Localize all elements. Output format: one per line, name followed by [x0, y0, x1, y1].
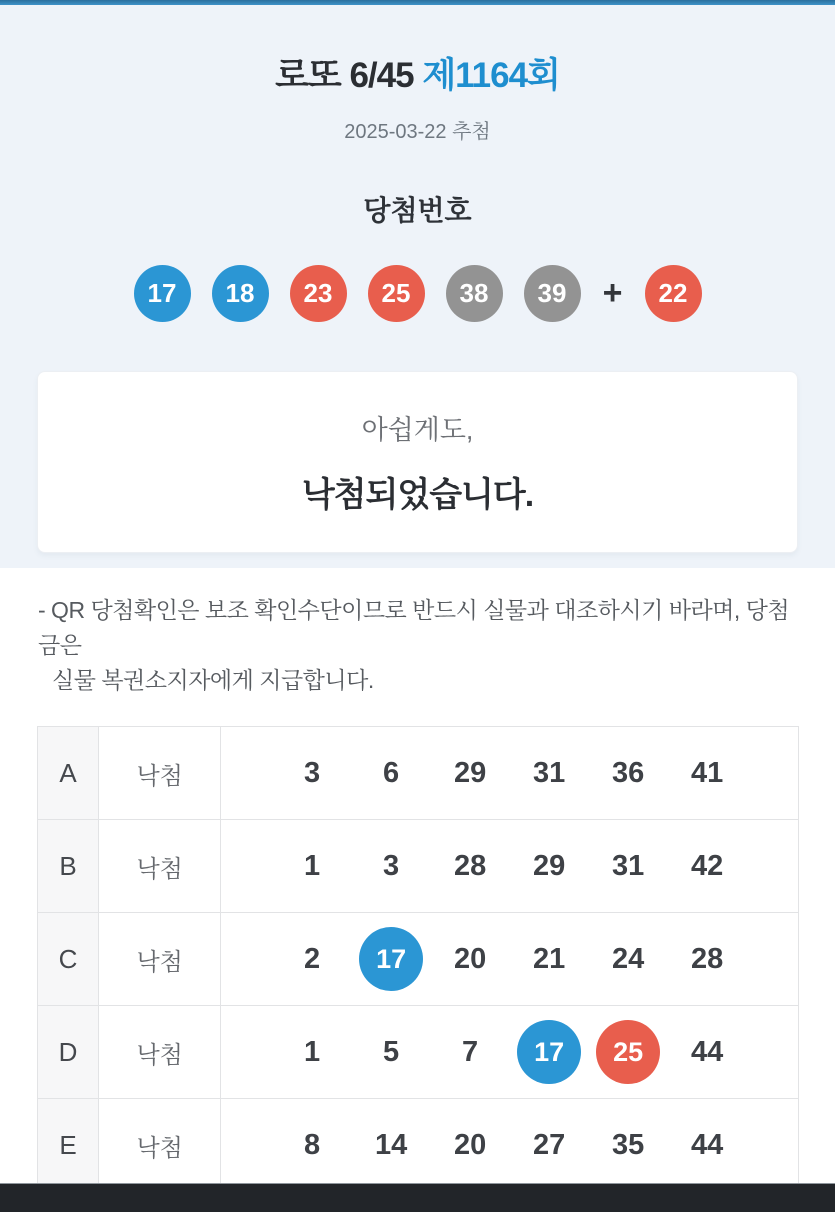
- game-row-A: [38, 727, 799, 820]
- game-row-B: [38, 820, 799, 913]
- game-row-C: [38, 913, 799, 1006]
- game-number: 31: [611, 849, 645, 882]
- result-card: [37, 371, 798, 553]
- game-number: 20: [453, 942, 487, 975]
- winning-ball-5: 38: [446, 265, 503, 322]
- game-number-matched: [352, 927, 431, 991]
- result-message-sub: 아쉽게도,: [361, 415, 474, 445]
- game-number: 1: [304, 849, 321, 882]
- game-number-matched: [589, 1020, 668, 1084]
- game-number: 35: [611, 1128, 645, 1161]
- bottom-system-bar: [0, 1183, 835, 1212]
- matched-number-circle: 25: [596, 1020, 660, 1084]
- game-numbers: [221, 727, 799, 820]
- game-status: 낙첨: [99, 1006, 221, 1099]
- game-status: 낙첨: [99, 1099, 221, 1192]
- notice-line-2: 실물 복권소지자에게 지급합니다.: [52, 667, 374, 693]
- ticket-detail-section: [0, 568, 835, 1183]
- game-number: 2: [304, 942, 321, 975]
- page-title-round: 제1164회: [422, 56, 560, 95]
- qr-check-notice: [0, 568, 835, 698]
- games-table: [37, 726, 799, 1192]
- winning-ball-4: 25: [368, 265, 425, 322]
- game-number: 36: [611, 756, 645, 789]
- game-number: 14: [374, 1128, 408, 1161]
- game-number: 28: [690, 942, 724, 975]
- matched-number-circle: 17: [517, 1020, 581, 1084]
- page-title-main: 로또 6/45: [275, 56, 414, 95]
- game-numbers: [221, 913, 799, 1006]
- game-numbers: [221, 820, 799, 913]
- game-label: B: [38, 820, 99, 913]
- matched-number-circle: 17: [359, 927, 423, 991]
- plus-sign: +: [602, 274, 623, 312]
- game-number: 41: [690, 756, 724, 789]
- game-number: 3: [304, 756, 321, 789]
- game-number: 44: [690, 1035, 724, 1068]
- draw-date: 2025-03-22 추첨: [344, 121, 491, 143]
- game-number: 27: [532, 1128, 566, 1161]
- game-number: 7: [462, 1035, 479, 1068]
- winning-numbers-label: 당첨번호: [363, 195, 472, 226]
- game-number: 21: [532, 942, 566, 975]
- winning-ball-2: 18: [212, 265, 269, 322]
- game-status: 낙첨: [99, 820, 221, 913]
- game-status: 낙첨: [99, 913, 221, 1006]
- game-number: 3: [383, 849, 400, 882]
- bonus-ball: 22: [645, 265, 702, 322]
- game-status: 낙첨: [99, 727, 221, 820]
- result-message-main: 낙첨되었습니다.: [301, 476, 534, 514]
- notice-line-1: - QR 당첨확인은 보조 확인수단이므로 반드시 실물과 대조하시기 바라며, 당첨금은: [38, 597, 790, 658]
- game-number: 44: [690, 1128, 724, 1161]
- game-row-D: [38, 1006, 799, 1099]
- game-label: C: [38, 913, 99, 1006]
- game-number: 1: [304, 1035, 321, 1068]
- game-number: 42: [690, 849, 724, 882]
- game-label: E: [38, 1099, 99, 1192]
- result-header-section: [0, 5, 835, 568]
- game-number: 20: [453, 1128, 487, 1161]
- winning-ball-1: 17: [134, 265, 191, 322]
- page-title: [0, 5, 835, 98]
- game-number: 8: [304, 1128, 321, 1161]
- game-number: 6: [383, 756, 400, 789]
- winning-ball-3: 23: [290, 265, 347, 322]
- game-row-E: [38, 1099, 799, 1192]
- game-number: 29: [453, 756, 487, 789]
- game-number: 29: [532, 849, 566, 882]
- game-number: 5: [383, 1035, 400, 1068]
- game-number: 31: [532, 756, 566, 789]
- game-label: D: [38, 1006, 99, 1099]
- winning-numbers-row: [0, 265, 835, 322]
- winning-ball-6: 39: [524, 265, 581, 322]
- game-number: 28: [453, 849, 487, 882]
- game-number-matched: [510, 1020, 589, 1084]
- game-number: 24: [611, 942, 645, 975]
- game-label: A: [38, 727, 99, 820]
- game-numbers: [221, 1099, 799, 1192]
- game-numbers: [221, 1006, 799, 1099]
